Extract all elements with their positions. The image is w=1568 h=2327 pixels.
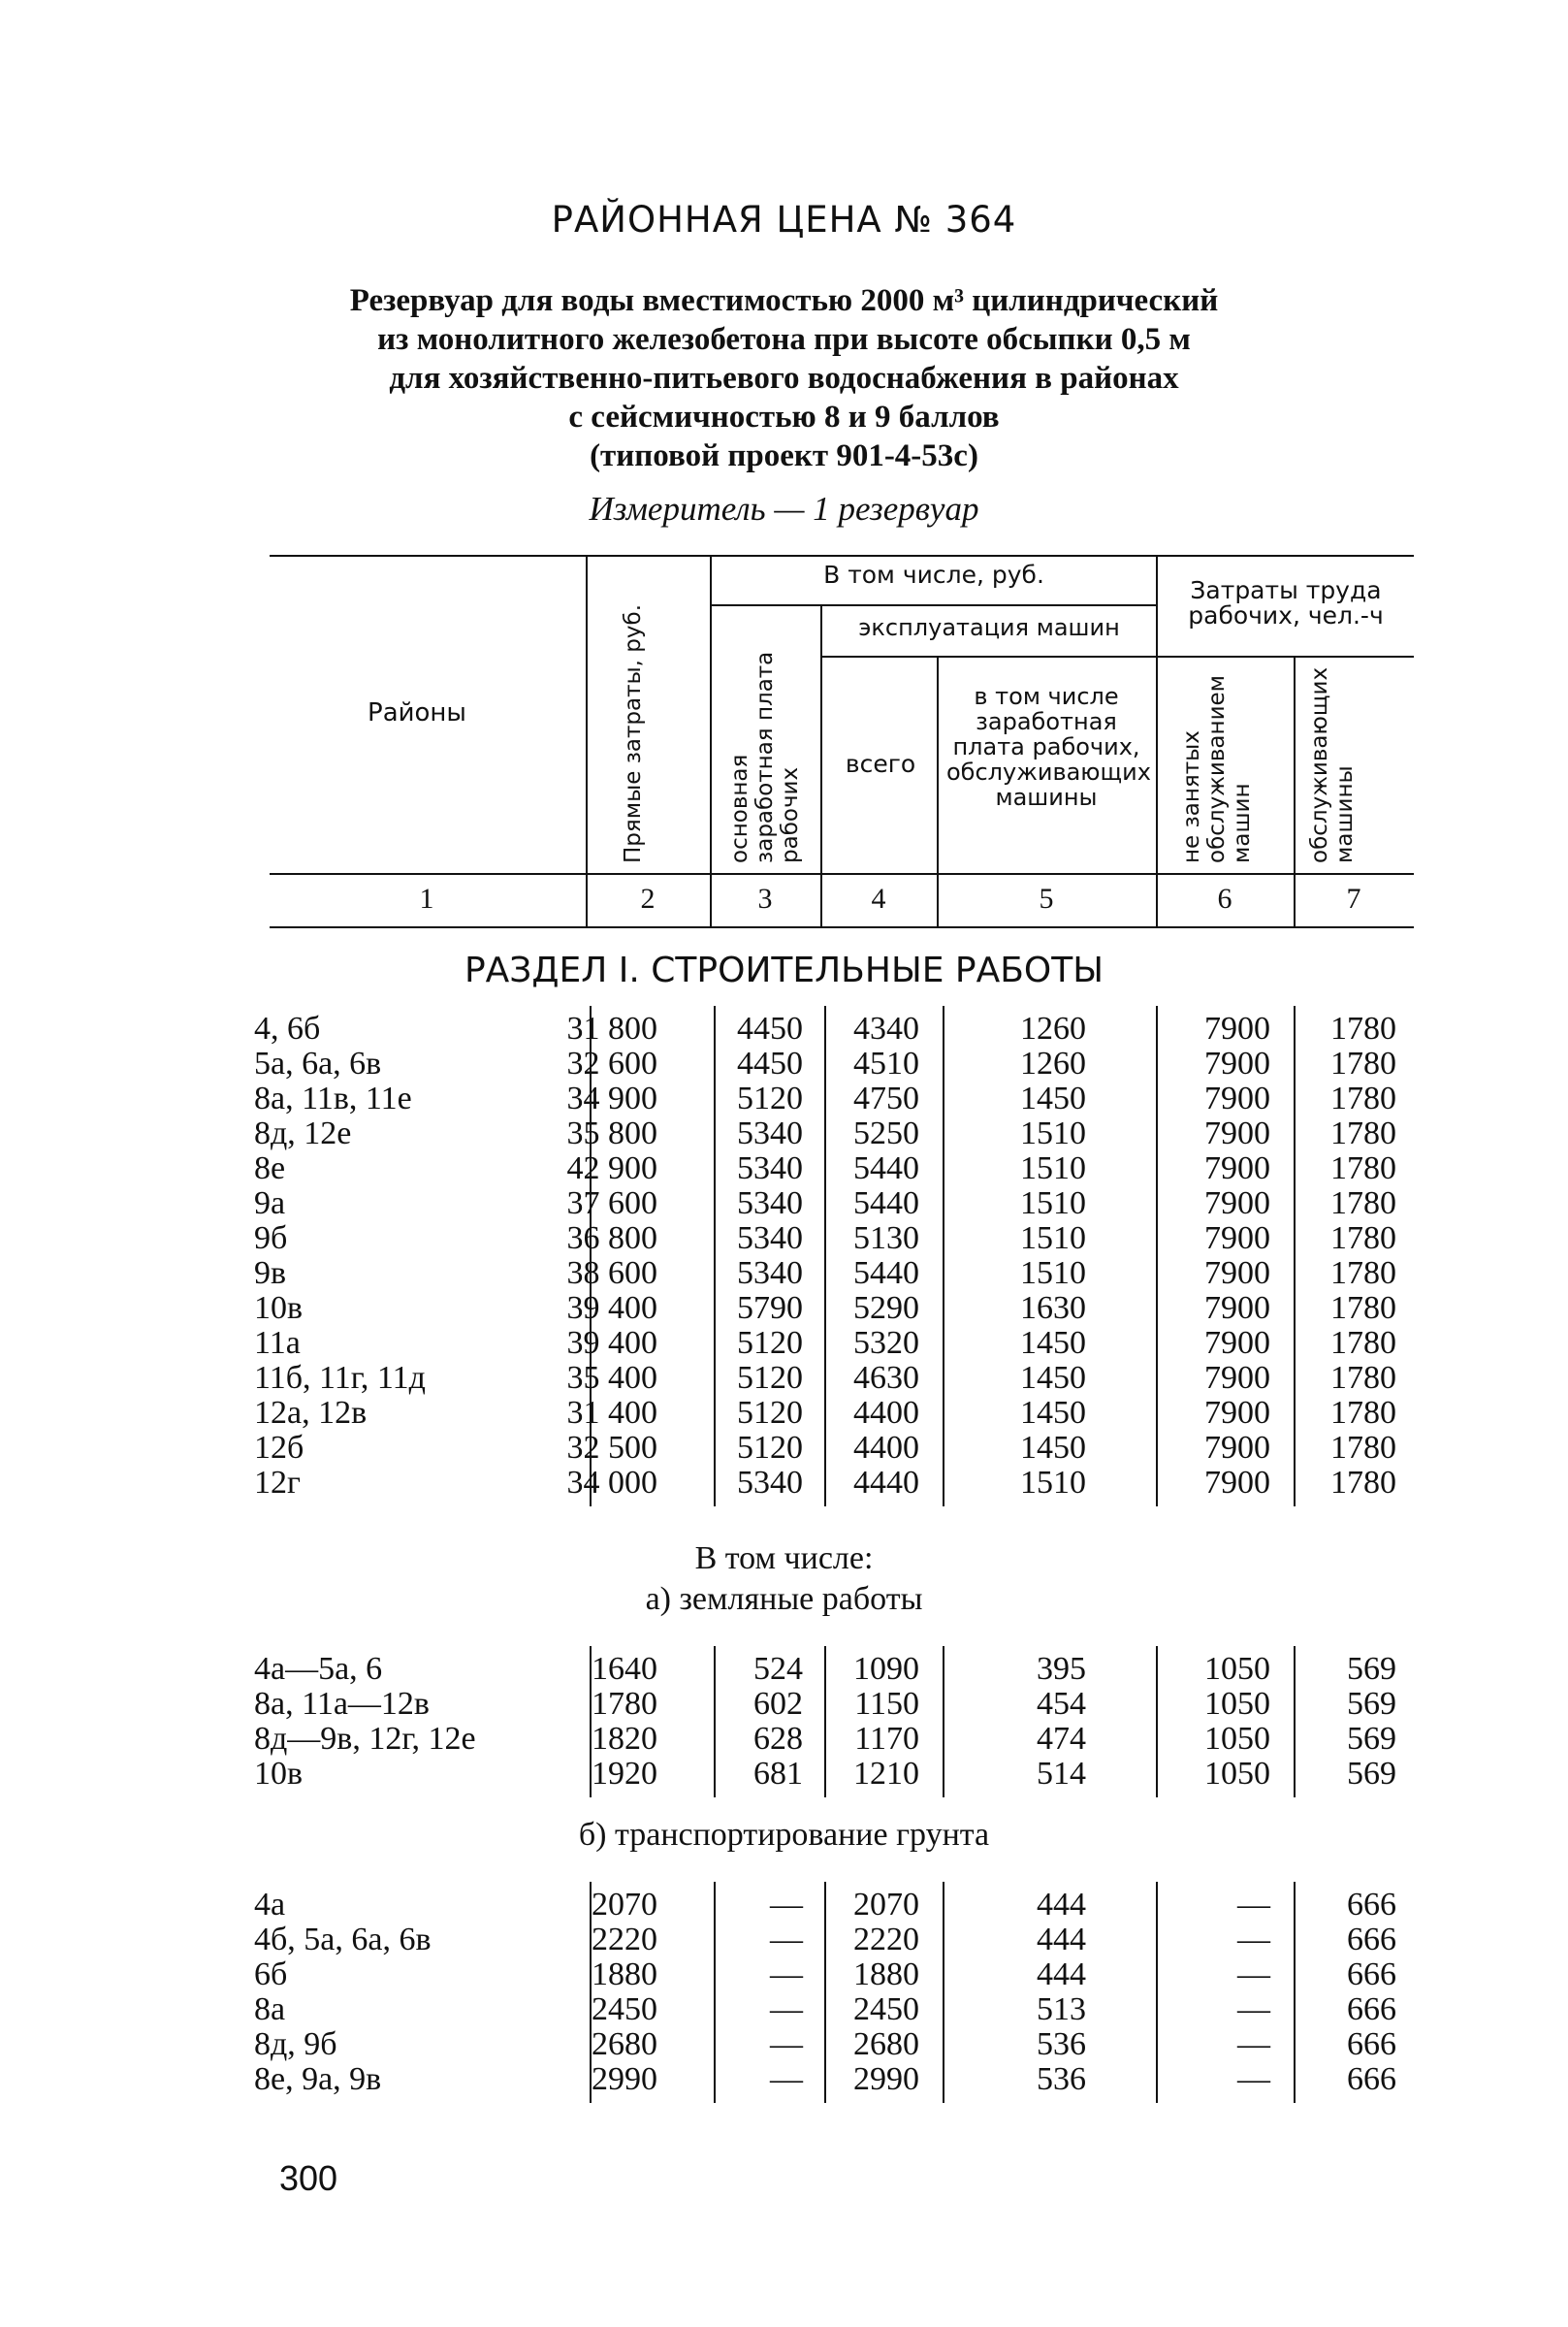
district-cell: 8а, 11а—12в [254,1686,430,1722]
value-cell: 444 [1037,1922,1086,1957]
district-cell: 8д, 9б [254,2026,337,2062]
table-row [0,1652,1568,1687]
document-subtitle [0,281,1568,475]
value-cell: 32 500 [566,1430,657,1466]
value-cell: 1510 [1020,1150,1086,1186]
value-cell: 5120 [737,1360,803,1396]
value-cell: 5290 [853,1290,919,1326]
value-cell: 1510 [1020,1255,1086,1291]
table-row [0,1291,1568,1326]
district-cell: 11б, 11г, 11д [254,1360,426,1396]
value-cell: 1880 [592,1956,657,1992]
table-row [0,1361,1568,1396]
header-col7: обслуживающих машины [1307,666,1358,863]
district-cell: 10в [254,1756,304,1792]
group-rule-labor [1156,656,1414,658]
value-cell: 1050 [1204,1756,1270,1792]
value-cell: 513 [1037,1991,1086,2027]
value-cell: 1170 [854,1721,919,1757]
value-cell: 569 [1347,1756,1396,1792]
header-col1: Районы [368,698,466,727]
value-cell: 4440 [853,1465,919,1501]
value-cell: 37 600 [566,1185,657,1221]
value-cell: 34 900 [566,1081,657,1116]
value-cell: 4450 [737,1011,803,1047]
value-cell: — [1237,2061,1270,2097]
district-cell: 6б [254,1956,288,1992]
value-cell: 5120 [737,1430,803,1466]
value-cell: 7900 [1204,1430,1270,1466]
value-cell: 2990 [853,2061,919,2097]
table-row [0,1957,1568,1992]
value-cell: 444 [1037,1887,1086,1923]
value-cell: 35 400 [566,1360,657,1396]
value-cell: 1450 [1020,1325,1086,1361]
column-number: 5 [1039,883,1054,915]
table-row [0,1757,1568,1792]
value-cell: 1880 [853,1956,919,1992]
value-cell: 5340 [737,1220,803,1256]
value-cell: 5120 [737,1081,803,1116]
table-row [0,1466,1568,1501]
value-cell: 1780 [592,1686,657,1722]
page-number: 300 [279,2158,338,2198]
value-cell: 4510 [853,1046,919,1082]
value-cell: 5120 [737,1325,803,1361]
district-cell: 4а [254,1887,286,1923]
column-number: 4 [871,883,886,915]
subtitle-line: (типовой проект 901-4-53с) [590,438,978,473]
group-rule-in-total [710,604,1156,606]
district-cell: 5а, 6а, 6в [254,1046,382,1082]
district-cell: 8а [254,1991,286,2027]
header-col5: в том числе заработная плата рабочих, обслуживающих машины [946,683,1151,811]
value-cell: 42 900 [566,1150,657,1186]
value-cell: 444 [1037,1956,1086,1992]
table-row [0,1687,1568,1722]
numbers-rule [270,926,1414,928]
value-cell: 5340 [737,1115,803,1151]
district-cell: 12б [254,1430,304,1466]
value-cell: 2680 [592,2026,657,2062]
value-cell: 1150 [854,1686,919,1722]
value-cell: 1450 [1020,1395,1086,1431]
value-cell: 1260 [1020,1011,1086,1047]
table-row [0,1923,1568,1957]
district-cell: 8д—9в, 12г, 12е [254,1721,476,1757]
table-row [0,1012,1568,1047]
value-cell: 569 [1347,1721,1396,1757]
page-title: РАЙОННАЯ ЦЕНА № 364 [551,199,1017,241]
value-cell: 4340 [853,1011,919,1047]
value-cell: 2450 [853,1991,919,2027]
table-row [0,1431,1568,1466]
district-cell: 4, 6б [254,1011,321,1047]
value-cell: 31 800 [566,1011,657,1047]
value-cell: 4400 [853,1430,919,1466]
value-cell: 666 [1347,1956,1396,1992]
table-row [0,1151,1568,1186]
value-cell: 454 [1037,1686,1086,1722]
district-cell: 8а, 11в, 11е [254,1081,412,1116]
column-divider [1294,656,1296,926]
subtitle-line: из монолитного железобетона при высоте обсыпки 0,5 м [377,322,1191,357]
subtitle-line: с сейсмичностью 8 и 9 баллов [568,400,1000,435]
value-cell: 7900 [1204,1011,1270,1047]
header-group-machines: эксплуатация машин [858,614,1120,641]
district-cell: 9в [254,1255,287,1291]
value-cell: 5130 [853,1220,919,1256]
value-cell: 1050 [1204,1686,1270,1722]
value-cell: — [1237,1956,1270,1992]
value-cell: 602 [753,1686,803,1722]
header-bottom-rule [270,873,1414,875]
value-cell: 666 [1347,2061,1396,2097]
value-cell: 628 [753,1721,803,1757]
district-cell: 9б [254,1220,288,1256]
table-row [0,1888,1568,1923]
value-cell: — [1237,1991,1270,2027]
value-cell: 395 [1037,1651,1086,1687]
value-cell: 5120 [737,1395,803,1431]
value-cell: 7900 [1204,1046,1270,1082]
value-cell: 666 [1347,1887,1396,1923]
value-cell: 1780 [1330,1360,1396,1396]
district-cell: 4б, 5а, 6а, 6в [254,1922,432,1957]
column-number: 3 [757,883,773,915]
table-row [0,1256,1568,1291]
value-cell: — [1237,1887,1270,1923]
value-cell: 7900 [1204,1290,1270,1326]
value-cell: 1820 [592,1721,657,1757]
value-cell: — [1237,2026,1270,2062]
value-cell: 2070 [592,1887,657,1923]
table-row [0,1116,1568,1151]
value-cell: 32 600 [566,1046,657,1082]
value-cell: 1450 [1020,1081,1086,1116]
value-cell: 1780 [1330,1395,1396,1431]
column-divider [1156,555,1158,926]
value-cell: 31 400 [566,1395,657,1431]
value-cell: 7900 [1204,1255,1270,1291]
value-cell: — [770,1887,803,1923]
header-col4: всего [845,750,916,778]
value-cell: 7900 [1204,1360,1270,1396]
value-cell: — [770,1956,803,1992]
subtitle-line: для хозяйственно-питьевого водоснабжения в районах [389,361,1179,396]
value-cell: 536 [1037,2026,1086,2062]
subsection-soil-transport: б) транспортирование грунта [578,1817,990,1853]
table-row [0,1047,1568,1082]
value-cell: 7900 [1204,1325,1270,1361]
table-row [0,2062,1568,2097]
value-cell: — [1237,1922,1270,1957]
value-cell: 1780 [1330,1185,1396,1221]
value-cell: 5440 [853,1185,919,1221]
value-cell: 536 [1037,2061,1086,2097]
value-cell: 5340 [737,1185,803,1221]
value-cell: 5340 [737,1150,803,1186]
value-cell: 5440 [853,1255,919,1291]
header-col6: не занятых обслуживанием машин [1179,674,1255,863]
value-cell: 7900 [1204,1185,1270,1221]
column-number: 2 [640,883,656,915]
table-row [0,1186,1568,1221]
table-row [0,1326,1568,1361]
value-cell: 1780 [1330,1325,1396,1361]
district-cell: 10в [254,1290,304,1326]
table-row [0,1992,1568,2027]
value-cell: 35 800 [566,1115,657,1151]
table-row [0,1396,1568,1431]
value-cell: 1780 [1330,1115,1396,1151]
value-cell: 34 000 [566,1465,657,1501]
value-cell: 4400 [853,1395,919,1431]
value-cell: 681 [753,1756,803,1792]
header-group-in-total: В том числе, руб. [823,561,1044,589]
district-cell: 8е, 9а, 9в [254,2061,382,2097]
value-cell: 5790 [737,1290,803,1326]
value-cell: 2680 [853,2026,919,2062]
value-cell: 1510 [1020,1465,1086,1501]
value-cell: 5340 [737,1255,803,1291]
value-cell: 1450 [1020,1430,1086,1466]
value-cell: 1780 [1330,1290,1396,1326]
value-cell: 7900 [1204,1465,1270,1501]
district-cell: 9а [254,1185,286,1221]
value-cell: 2220 [853,1922,919,1957]
value-cell: 7900 [1204,1115,1270,1151]
district-cell: 8е [254,1150,286,1186]
group-rule-machines [820,656,1156,658]
value-cell: 7900 [1204,1220,1270,1256]
value-cell: 474 [1037,1721,1086,1757]
value-cell: 1780 [1330,1081,1396,1116]
value-cell: 1510 [1020,1220,1086,1256]
subsection-earthworks: а) земляные работы [645,1581,923,1617]
value-cell: 1450 [1020,1360,1086,1396]
value-cell: 2450 [592,1991,657,2027]
value-cell: 5250 [853,1115,919,1151]
district-cell: 11а [254,1325,301,1361]
value-cell: 666 [1347,1991,1396,2027]
value-cell: 666 [1347,2026,1396,2062]
value-cell: 1050 [1204,1651,1270,1687]
column-divider [586,555,588,926]
value-cell: 1050 [1204,1721,1270,1757]
including-label: В том числе: [694,1540,874,1576]
column-divider [820,604,822,926]
header-top-rule [270,555,1414,557]
value-cell: 1780 [1330,1150,1396,1186]
value-cell: — [770,2026,803,2062]
table-row [0,1082,1568,1116]
value-cell: 2990 [592,2061,657,2097]
value-cell: 7900 [1204,1081,1270,1116]
value-cell: 1780 [1330,1430,1396,1466]
subtitle-line: Резервуар для воды вместимостью 2000 м³ цилиндрический [349,283,1219,318]
value-cell: — [770,2061,803,2097]
value-cell: 1920 [592,1756,657,1792]
value-cell: 2070 [853,1887,919,1923]
value-cell: 1640 [592,1651,657,1687]
section-title: РАЗДЕЛ I. СТРОИТЕЛЬНЫЕ РАБОТЫ [464,951,1104,990]
value-cell: 1780 [1330,1046,1396,1082]
value-cell: 1090 [853,1651,919,1687]
value-cell: 4630 [853,1360,919,1396]
value-cell: 1630 [1020,1290,1086,1326]
value-cell: 524 [753,1651,803,1687]
column-divider [937,656,939,926]
value-cell: 569 [1347,1651,1396,1687]
district-cell: 12г [254,1465,301,1501]
value-cell: 36 800 [566,1220,657,1256]
unit-of-measure: Измеритель — 1 резервуар [589,490,979,528]
value-cell: 4750 [853,1081,919,1116]
value-cell: 5320 [853,1325,919,1361]
value-cell: 1780 [1330,1255,1396,1291]
value-cell: 5440 [853,1150,919,1186]
column-number: 6 [1217,883,1232,915]
column-number: 1 [419,883,434,915]
value-cell: 1510 [1020,1185,1086,1221]
value-cell: 1780 [1330,1220,1396,1256]
value-cell: 39 400 [566,1325,657,1361]
district-cell: 4а—5а, 6 [254,1651,383,1687]
value-cell: 1210 [853,1756,919,1792]
value-cell: 1510 [1020,1115,1086,1151]
table-row [0,1722,1568,1757]
column-number: 7 [1346,883,1361,915]
value-cell: 1780 [1330,1011,1396,1047]
column-divider [710,555,712,926]
value-cell: 39 400 [566,1290,657,1326]
district-cell: 8д, 12е [254,1115,352,1151]
value-cell: — [770,1922,803,1957]
value-cell: — [770,1991,803,2027]
value-cell: 38 600 [566,1255,657,1291]
value-cell: 4450 [737,1046,803,1082]
header-col3: основная заработная плата рабочих [727,651,803,863]
value-cell: 7900 [1204,1395,1270,1431]
value-cell: 5340 [737,1465,803,1501]
header-group-labor: Затраты труда рабочих, чел.-ч [1188,576,1384,630]
value-cell: 2220 [592,1922,657,1957]
value-cell: 1260 [1020,1046,1086,1082]
value-cell: 569 [1347,1686,1396,1722]
table-row [0,2027,1568,2062]
district-cell: 12а, 12в [254,1395,368,1431]
table-row [0,1221,1568,1256]
value-cell: 666 [1347,1922,1396,1957]
value-cell: 7900 [1204,1150,1270,1186]
value-cell: 514 [1037,1756,1086,1792]
header-col2: Прямые затраты, руб. [621,603,646,863]
value-cell: 1780 [1330,1465,1396,1501]
